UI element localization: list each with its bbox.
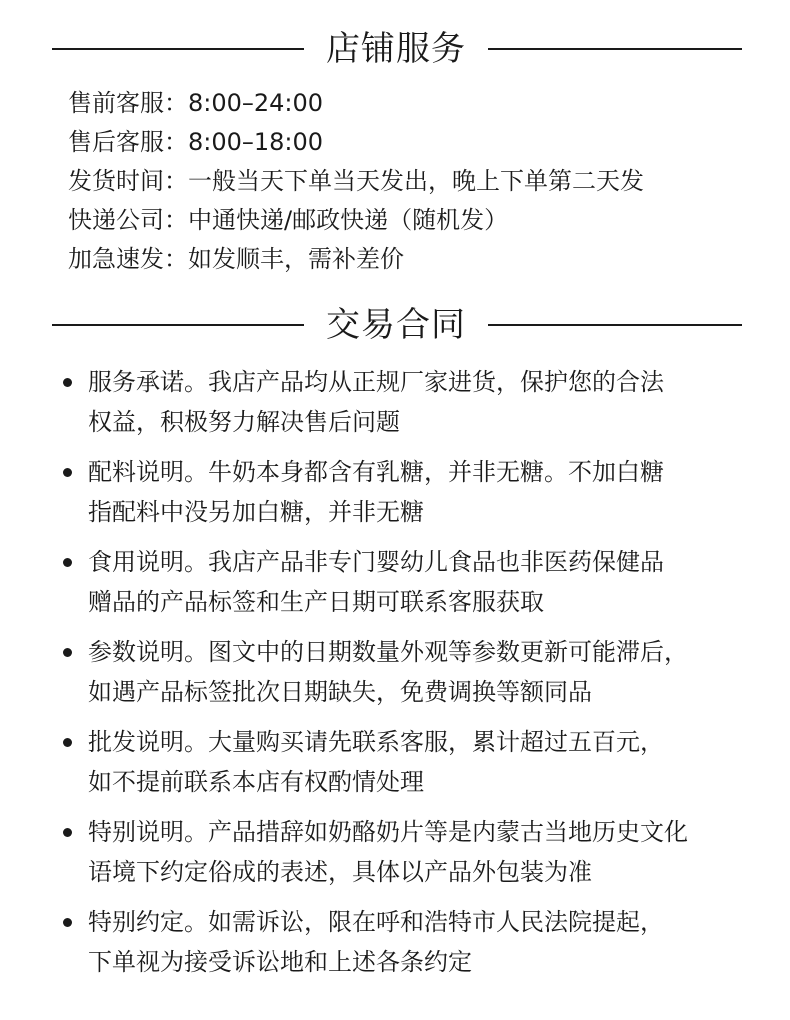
contract-line: 食用说明。我店产品非专门婴幼儿食品也非医药保健品 [88,548,664,576]
contract-item [0,632,790,722]
info-value: 8:00–18:00 [188,128,324,156]
contract-line: 语境下约定俗成的表述，具体以产品外包装为准 [88,858,592,886]
contract-item-text [88,452,753,532]
contract-line: 服务承诺。我店产品均从正规厂家进货，保护您的合法 [88,368,664,396]
bullet-dot [63,828,72,837]
contract-line: 赠品的产品标签和生产日期可联系客服获取 [88,588,544,616]
bullet-dot [63,378,72,387]
bullet-dot [63,918,72,927]
contract-item-text [88,722,753,802]
info-value: 8:00–24:00 [188,89,324,117]
info-label: 加急速发： [68,245,188,273]
contract-item [0,542,790,632]
info-row-express [68,240,644,279]
info-value: 一般当天下单当天发出，晚上下单第二天发 [188,167,644,195]
info-label: 发货时间： [68,167,188,195]
info-row-shipping-time [68,162,644,201]
divider-left [52,324,304,326]
contract-line: 特别说明。产品措辞如奶酪奶片等是内蒙古当地历史文化 [88,818,688,846]
contract-item [0,722,790,812]
contract-item-text [88,362,753,442]
contract-item-text [88,632,753,712]
contract-line: 配料说明。牛奶本身都含有乳糖，并非无糖。不加白糖 [88,458,664,486]
contract-line: 如遇产品标签批次日期缺失，免费调换等额同品 [88,678,592,706]
contract-item-text [88,902,753,982]
contract-line: 权益，积极努力解决售后问题 [88,408,400,436]
info-row-aftersale [68,123,644,162]
contract-line: 如不提前联系本店有权酌情处理 [88,768,424,796]
store-service-title: 店铺服务 [326,29,466,69]
divider-right [488,324,742,326]
contract-item [0,452,790,542]
info-label: 售前客服： [68,89,188,117]
contract-item-text [88,542,753,622]
divider-right [488,48,742,50]
bullet-dot [63,648,72,657]
info-row-courier [68,201,644,240]
bullet-dot [63,468,72,477]
contract-item-text [88,812,753,892]
info-value: 中通快递/邮政快递（随机发） [188,206,509,234]
bullet-dot [63,738,72,747]
info-row-presale [68,84,644,123]
contract-line: 下单视为接受诉讼地和上述各条约定 [88,948,472,976]
contract-item [0,362,790,452]
contract-item [0,902,790,992]
divider-left [52,48,304,50]
contract-item [0,812,790,902]
trade-contract-title: 交易合同 [326,305,466,345]
info-label: 售后客服： [68,128,188,156]
info-value: 如发顺丰，需补差价 [188,245,404,273]
contract-line: 参数说明。图文中的日期数量外观等参数更新可能滞后， [88,638,688,666]
bullet-dot [63,558,72,567]
trade-contract-list [0,362,790,992]
store-service-list [68,84,644,279]
store-service-header [0,24,790,74]
contract-line: 指配料中没另加白糖，并非无糖 [88,498,424,526]
info-label: 快递公司： [68,206,188,234]
trade-contract-header [0,300,790,350]
contract-line: 特别约定。如需诉讼，限在呼和浩特市人民法院提起， [88,908,664,936]
contract-line: 批发说明。大量购买请先联系客服，累计超过五百元， [88,728,664,756]
